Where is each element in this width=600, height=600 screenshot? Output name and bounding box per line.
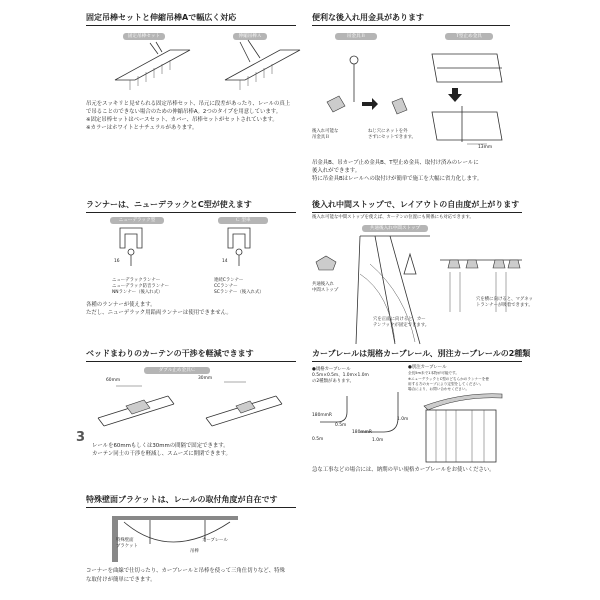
cap-hanger-b-2: 吊金具Ｂ <box>312 135 330 140</box>
cap-magnet-2: トランナーが吸着できます。 <box>476 303 533 308</box>
radius-2: 180mmR <box>352 430 372 435</box>
section-title-curve-rail: カーブレールは規格カーブレール、別注カーブレールの2種類 <box>312 349 531 358</box>
cap-screw-2: さずにセットできます。 <box>368 135 416 140</box>
runner-nd-2: ニューデラック防音ランナー <box>112 284 169 289</box>
dim-30mm: 30mm <box>198 376 213 381</box>
title-underline <box>86 212 296 213</box>
sec5-body-2: カーテン同士の干渉を軽減し、スムーズに開閉できます。 <box>92 451 231 457</box>
retrofit-illustration <box>312 42 510 148</box>
runner-c-1: 連続Cランナー <box>214 278 244 283</box>
custom-curve-line-4: 場合により、お問い合わせください。 <box>408 387 470 391</box>
std-curve-line-1: 0.5m×0.5m、1.0m×1.0m <box>312 373 369 378</box>
section-title-retrofit-fittings: 便利な後入れ用金具があります <box>312 13 424 22</box>
custom-curve-line-1: 全長5m未で1本物が可能です。 <box>408 371 459 375</box>
title-underline <box>86 361 296 362</box>
dim-05m-b: 0.5m <box>312 437 324 442</box>
cap-rod: 吊棒 <box>190 549 199 554</box>
section-title-runners: ランナーは、ニューデラックとC型が使えます <box>86 200 252 209</box>
cap-hole-1: 穴を正面に向けると、カー <box>373 317 426 322</box>
sec2-body-3: 特に吊金具Bはレールへの取付けが簡単で施工を大幅に省力化します。 <box>312 176 483 182</box>
runner-sections <box>110 226 270 268</box>
sec3-body-1: 各種のランナーが使えます。 <box>86 302 156 308</box>
title-underline <box>312 212 522 213</box>
sec2-body-2: 後入れができます。 <box>312 168 361 174</box>
sec5-body-1: レールを60mmもしくは30mmの間隔で固定できます。 <box>92 443 229 449</box>
radius-1: 180mmR <box>312 413 332 418</box>
custom-curve-head: ●別注カーブレール <box>408 365 447 370</box>
dim-60mm: 60mm <box>106 378 121 383</box>
section-title-bed-curtain: ベッドまわりのカーテンの干渉を軽減できます <box>86 349 254 358</box>
label-double-stopper-c: ダブル止め金具Ｃ <box>144 367 210 374</box>
cap-stop-1: 共通後入れ <box>312 282 334 287</box>
cap-hanger-b-1: 後入れ可能な <box>312 129 339 134</box>
rod-illustration <box>110 40 300 96</box>
cap-screw-1: ねじ穴にネットを外 <box>368 129 408 134</box>
runner-c-3: SCランナー（後入れ式） <box>214 290 264 295</box>
custom-curve-line-3: 用する方のカーブにより定型をしてください。 <box>408 382 484 386</box>
section-title-wall-bracket: 特殊壁面ブラケットは、レールの取付角度が自在です <box>86 495 278 504</box>
std-curve-line-2: の2種類があります。 <box>312 379 354 384</box>
label-fixed-rod-set: 固定吊棒セット <box>123 33 165 40</box>
double-rail-illustration <box>96 376 296 436</box>
label-hanger-b: 吊金具Ｂ <box>335 33 377 40</box>
dim-10m-a: 1.0m <box>397 417 409 422</box>
side-mark: 3 <box>76 430 86 445</box>
label-new-deluxe: ニューデラック型 <box>110 217 164 224</box>
sec4-subtitle: 後入れ可能な中間ストップを使えば、カーテンの位置にも関係にも対応できます。 <box>312 215 474 220</box>
dim-16: 16 <box>114 259 120 264</box>
sec7-body-1: コーナーを曲線で仕切ったり、カーブレールと吊棒を使って三角仕切りなど、特殊 <box>86 568 285 574</box>
label-middle-stop: 共通後入れ中間ストップ <box>362 225 428 232</box>
title-underline <box>312 25 510 26</box>
sec6-body: 急な工事などの場合には、納期の早い規格カーブレールをお使いください。 <box>312 467 495 473</box>
cap-bracket-1: 特殊壁面 <box>116 538 134 543</box>
runner-c-2: CCランナー <box>214 284 238 289</box>
cap-magnet-1: 穴を横に向けると、マグネッ <box>476 297 534 302</box>
title-underline <box>86 25 296 26</box>
section-title-fixed-rod: 固定吊棒セットと伸縮吊棒Aで幅広く対応 <box>86 13 237 22</box>
sec2-body-1: 吊金具B、吊カーブ止め金具B、T型止め金具、取付け済みのレールに <box>312 160 479 166</box>
cap-bracket-2: ブラケット <box>116 544 138 549</box>
label-t-stopper: T型止め金具 <box>445 33 493 40</box>
dim-10m-b: 1.0m <box>372 438 384 443</box>
cap-stop-2: 中間ストップ <box>312 288 339 293</box>
cap-hole-2: テンフックが固定できます。 <box>373 323 430 328</box>
section-title-middle-stop: 後入れ中間ストップで、レイアウトの自由度が上がります <box>312 200 520 209</box>
sec3-body-2: ただし、ニューデラック用鉛両ランナーは使用できません。 <box>86 310 232 316</box>
dim-05m-a: 0.5m <box>335 423 347 428</box>
cap-rail: カーブレール <box>202 538 228 543</box>
sec1-body-2: で吊ることのできない場合のための伸縮吊棒A。2つのタイプを用意しています。 <box>86 109 282 115</box>
label-adjustable-rod-a: 伸縮吊棒Ａ <box>233 33 267 40</box>
runner-nd-3: NNランナー（後入れ式） <box>112 290 163 295</box>
sec7-body-2: な取付けが簡単にできます。 <box>86 577 156 583</box>
dim-13mm: 13mm <box>478 145 493 150</box>
dim-14: 14 <box>222 259 228 264</box>
custom-curve-line-2: ※ニューデラックとC型のどちらかのランナーを使 <box>408 377 489 381</box>
std-curve-head: ●規格カーブレール <box>312 367 351 372</box>
title-underline <box>312 361 522 362</box>
label-c-type: Ｃ 型車 <box>218 217 268 224</box>
sec1-body-4: ※カラーはホワイトとナチュラルがあります。 <box>86 125 198 131</box>
sec1-body-3: ※固定吊棒セットはベースセット、カバー、吊棒セットがセットされています。 <box>86 117 278 123</box>
runner-nd-1: ニューデラックランナー <box>112 278 161 283</box>
sec1-body-1: 吊元をスッキリと見せられる固定吊棒セット、吊元に段差があったり、レールの真上 <box>86 101 291 107</box>
title-underline <box>86 507 296 508</box>
